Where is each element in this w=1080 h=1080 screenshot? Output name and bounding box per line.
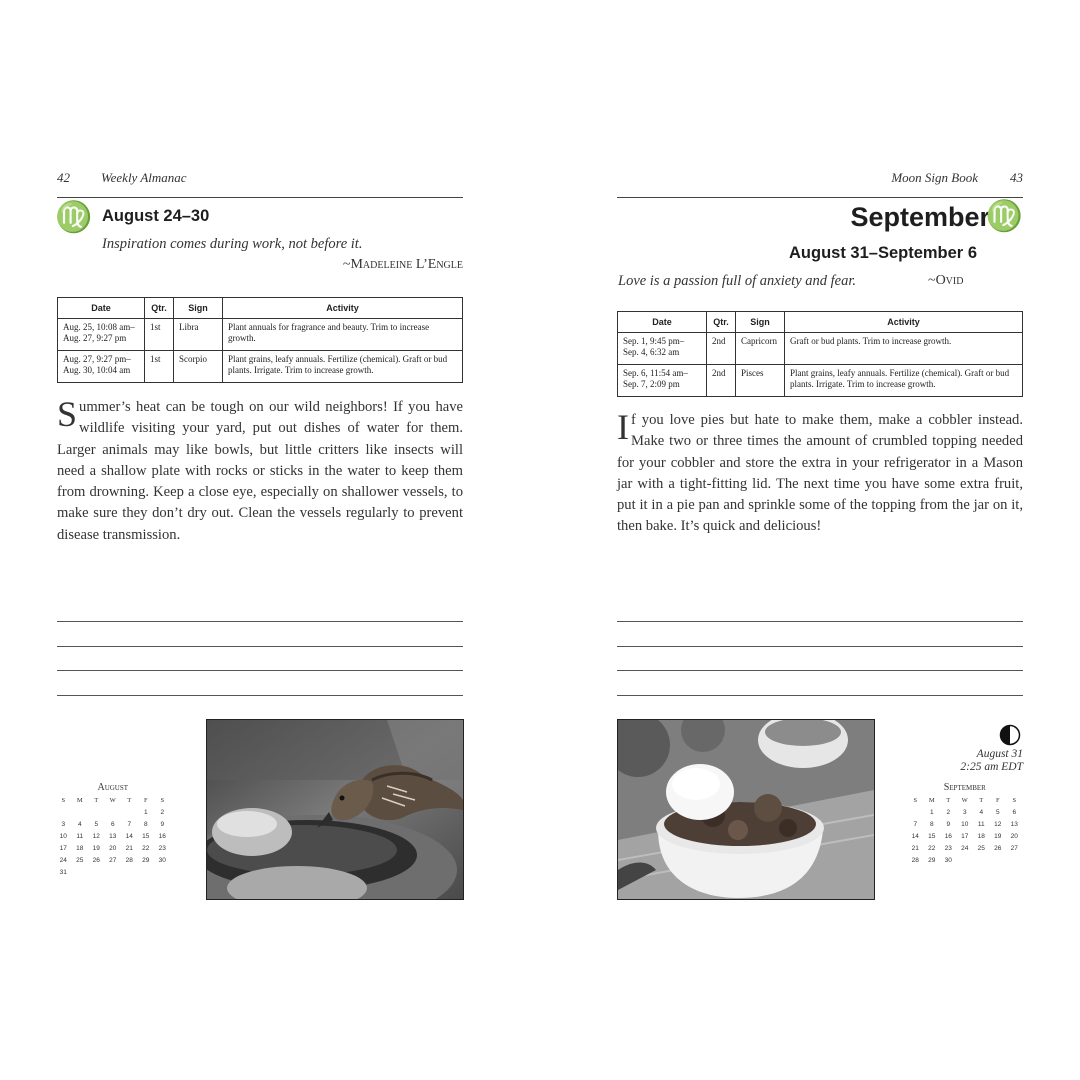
writing-line bbox=[57, 695, 463, 696]
calendar-day: 8 bbox=[929, 821, 934, 828]
calendar-day: 24 bbox=[59, 857, 67, 864]
writing-line bbox=[57, 646, 463, 647]
calendar-day-header: T bbox=[127, 797, 132, 804]
bird-drinking-photo bbox=[206, 719, 464, 900]
week-title: August 24–30 bbox=[102, 207, 210, 225]
calendar-day: 14 bbox=[125, 833, 133, 840]
table-cell: Sep. 6, 11:54 am– Sep. 7, 2:09 pm bbox=[618, 365, 707, 397]
table-cell: Plant grains, leafy annuals. Fertilize (chemical). Graft or bud plants. Irrigate. Trim to increase growth. bbox=[785, 365, 1023, 397]
quote-attribution: ~Madeleine L’Engle bbox=[342, 257, 463, 272]
table-header: Date bbox=[618, 312, 707, 333]
body-text: ummer’s heat can be tough on our wild neighbors! If you have wildlife visiting your yard, put out dishes of water for them. Larger animals may like bowls, but little critters like insects will need a shallow plate with rocks or sticks in the water to keep them from drowning. Keep a close eye, especially on shallower vessels, to make sure they don’t dry out. Clean the vessels regularly to prevent disease transmission. bbox=[57, 399, 463, 543]
calendar-day: 20 bbox=[1010, 833, 1018, 840]
calendar-day: 30 bbox=[158, 857, 166, 864]
calendar-day-header: M bbox=[76, 797, 83, 804]
september-calendar bbox=[907, 782, 1023, 864]
cobbler-photo bbox=[617, 719, 875, 900]
calendar-day: 1 bbox=[929, 809, 934, 816]
table-header: Qtr. bbox=[145, 298, 174, 319]
calendar-day: 21 bbox=[911, 845, 919, 852]
calendar-day-header: T bbox=[979, 797, 984, 804]
moon-phase-date: August 31 bbox=[976, 748, 1023, 760]
calendar-day: 9 bbox=[160, 821, 165, 828]
calendar-day: 10 bbox=[59, 833, 67, 840]
calendar-day-header: T bbox=[94, 797, 99, 804]
table-cell: 2nd bbox=[707, 365, 736, 397]
calendar-day-header: M bbox=[928, 797, 935, 804]
calendar-day: 14 bbox=[911, 833, 919, 840]
calendar-day-header: T bbox=[946, 797, 951, 804]
calendar-day bbox=[88, 809, 105, 816]
calendar-day: 4 bbox=[77, 821, 82, 828]
body-text: f you love pies but hate to make them, make a cobbler instead. Make two or three times the amount of crumbled topping needed for your cobbler and store the extra in your refrigerator in a Mason jar with a tight-fitting lid. The next time you have some extra fruit, put it in a pie pan and sprinkle some of the topping from the jar on it, then bake. It’s quick and delicious! bbox=[617, 412, 1023, 535]
calendar-day: 6 bbox=[1012, 809, 1017, 816]
august-calendar bbox=[55, 782, 171, 876]
running-head: Weekly Almanac bbox=[101, 170, 187, 185]
calendar-day: 2 bbox=[946, 809, 951, 816]
calendar-day: 3 bbox=[962, 809, 967, 816]
drop-cap: I bbox=[617, 407, 629, 447]
calendar-day: 16 bbox=[158, 833, 166, 840]
table-header: Date bbox=[58, 298, 145, 319]
table-cell: Pisces bbox=[736, 365, 785, 397]
calendar-day: 2 bbox=[160, 809, 165, 816]
table-header: Sign bbox=[174, 298, 223, 319]
page-number: 42 bbox=[57, 170, 70, 185]
calendar-day: 5 bbox=[94, 821, 99, 828]
writing-line bbox=[617, 670, 1023, 671]
running-head: Moon Sign Book bbox=[891, 170, 978, 185]
calendar-month: September bbox=[943, 782, 986, 793]
table-cell: Sep. 1, 9:45 pm– Sep. 4, 6:32 am bbox=[618, 333, 707, 365]
calendar-day: 22 bbox=[142, 845, 150, 852]
calendar-day: 1 bbox=[143, 809, 148, 816]
table-cell: 1st bbox=[145, 351, 174, 383]
virgo-icon: ♍ bbox=[55, 200, 93, 235]
calendar-day: 17 bbox=[961, 833, 969, 840]
calendar-day: 19 bbox=[994, 833, 1002, 840]
table-row bbox=[58, 319, 463, 351]
page-number: 43 bbox=[1010, 170, 1023, 185]
calendar-day: 5 bbox=[995, 809, 1000, 816]
quote: Inspiration comes during work, not before it. bbox=[102, 236, 363, 252]
calendar-day bbox=[105, 809, 122, 816]
calendar-day: 15 bbox=[142, 833, 150, 840]
calendar-day: 29 bbox=[928, 857, 936, 864]
activity-table bbox=[617, 311, 1023, 397]
quote-attribution: ~Ovid bbox=[928, 273, 964, 288]
calendar-day: 27 bbox=[109, 857, 117, 864]
calendar-day: 26 bbox=[994, 845, 1002, 852]
table-cell: Graft or bud plants. Trim to increase growth. bbox=[785, 333, 1023, 365]
calendar-day: 11 bbox=[977, 821, 985, 828]
virgo-icon: ♍ bbox=[985, 199, 1023, 234]
calendar-day: 28 bbox=[125, 857, 133, 864]
calendar-day-header: F bbox=[143, 797, 148, 804]
calendar-day-header: W bbox=[961, 797, 968, 804]
calendar-day: 3 bbox=[61, 821, 66, 828]
calendar-day: 10 bbox=[961, 821, 969, 828]
calendar-day: 22 bbox=[928, 845, 936, 852]
week-title: August 31–September 6 bbox=[789, 244, 977, 262]
table-cell: Capricorn bbox=[736, 333, 785, 365]
table-cell: Plant grains, leafy annuals. Fertilize (chemical). Graft or bud plants. Irrigate. Trim to increase growth. bbox=[223, 351, 463, 383]
quote: Love is a passion full of anxiety and fear. bbox=[618, 273, 857, 289]
table-header: Qtr. bbox=[707, 312, 736, 333]
calendar-day: 12 bbox=[92, 833, 100, 840]
calendar-day-header: F bbox=[995, 797, 1000, 804]
table-cell: 2nd bbox=[707, 333, 736, 365]
table-header: Activity bbox=[223, 298, 463, 319]
table-header: Activity bbox=[785, 312, 1023, 333]
writing-line bbox=[617, 646, 1023, 647]
calendar-day-header: S bbox=[1012, 797, 1017, 804]
header-rule bbox=[57, 197, 463, 198]
calendar-day: 7 bbox=[127, 821, 132, 828]
calendar-day-header: W bbox=[109, 797, 116, 804]
calendar-day: 12 bbox=[994, 821, 1002, 828]
table-header: Sign bbox=[736, 312, 785, 333]
calendar-day bbox=[55, 809, 72, 816]
calendar-day bbox=[72, 809, 89, 816]
table-cell: Plant annuals for fragrance and beauty. Trim to increase growth. bbox=[223, 319, 463, 351]
calendar-day-header: S bbox=[913, 797, 918, 804]
writing-line bbox=[57, 621, 463, 622]
calendar-day: 20 bbox=[109, 845, 117, 852]
table-row bbox=[618, 333, 1023, 365]
calendar-day: 16 bbox=[944, 833, 952, 840]
calendar-day-header: S bbox=[160, 797, 165, 804]
calendar-grid bbox=[907, 797, 1023, 864]
calendar-day: 25 bbox=[76, 857, 84, 864]
moon-phase-note bbox=[960, 748, 1023, 774]
calendar-day: 11 bbox=[76, 833, 84, 840]
calendar-day: 30 bbox=[944, 857, 952, 864]
calendar-day: 4 bbox=[979, 809, 984, 816]
calendar-day: 27 bbox=[1010, 845, 1018, 852]
month-title: September bbox=[850, 202, 990, 232]
calendar-day: 13 bbox=[1010, 821, 1018, 828]
header-rule bbox=[617, 197, 1023, 198]
calendar-day: 18 bbox=[977, 833, 985, 840]
body-paragraph bbox=[57, 394, 463, 546]
writing-line bbox=[617, 695, 1023, 696]
calendar-day: 7 bbox=[913, 821, 918, 828]
moon-phase-time: 2:25 am EDT bbox=[960, 761, 1023, 773]
body-paragraph bbox=[617, 407, 1023, 538]
first-quarter-moon-icon bbox=[999, 724, 1021, 751]
calendar-month: August bbox=[97, 782, 129, 793]
calendar-day: 17 bbox=[59, 845, 67, 852]
calendar-day: 13 bbox=[109, 833, 117, 840]
table-cell: Aug. 27, 9:27 pm– Aug. 30, 10:04 am bbox=[58, 351, 145, 383]
calendar-grid bbox=[55, 797, 171, 876]
table-cell: Scorpio bbox=[174, 351, 223, 383]
calendar-day: 25 bbox=[977, 845, 985, 852]
calendar-day: 8 bbox=[143, 821, 148, 828]
activity-table bbox=[57, 297, 463, 383]
calendar-day bbox=[121, 809, 138, 816]
table-cell: Libra bbox=[174, 319, 223, 351]
calendar-day: 24 bbox=[961, 845, 969, 852]
calendar-day: 23 bbox=[944, 845, 952, 852]
table-cell: Aug. 25, 10:08 am– Aug. 27, 9:27 pm bbox=[58, 319, 145, 351]
table-row bbox=[618, 365, 1023, 397]
table-row bbox=[58, 351, 463, 383]
calendar-day: 21 bbox=[125, 845, 133, 852]
calendar-day bbox=[907, 809, 924, 816]
writing-line bbox=[617, 621, 1023, 622]
calendar-day: 28 bbox=[911, 857, 919, 864]
calendar-day: 6 bbox=[110, 821, 115, 828]
calendar-day: 18 bbox=[76, 845, 84, 852]
calendar-day: 29 bbox=[142, 857, 150, 864]
calendar-day: 31 bbox=[59, 869, 67, 876]
calendar-day: 15 bbox=[928, 833, 936, 840]
drop-cap: S bbox=[57, 394, 78, 434]
table-cell: 1st bbox=[145, 319, 174, 351]
writing-line bbox=[57, 670, 463, 671]
calendar-day: 23 bbox=[158, 845, 166, 852]
calendar-day: 26 bbox=[92, 857, 100, 864]
calendar-day: 19 bbox=[92, 845, 100, 852]
calendar-day: 9 bbox=[946, 821, 951, 828]
calendar-day-header: S bbox=[61, 797, 66, 804]
